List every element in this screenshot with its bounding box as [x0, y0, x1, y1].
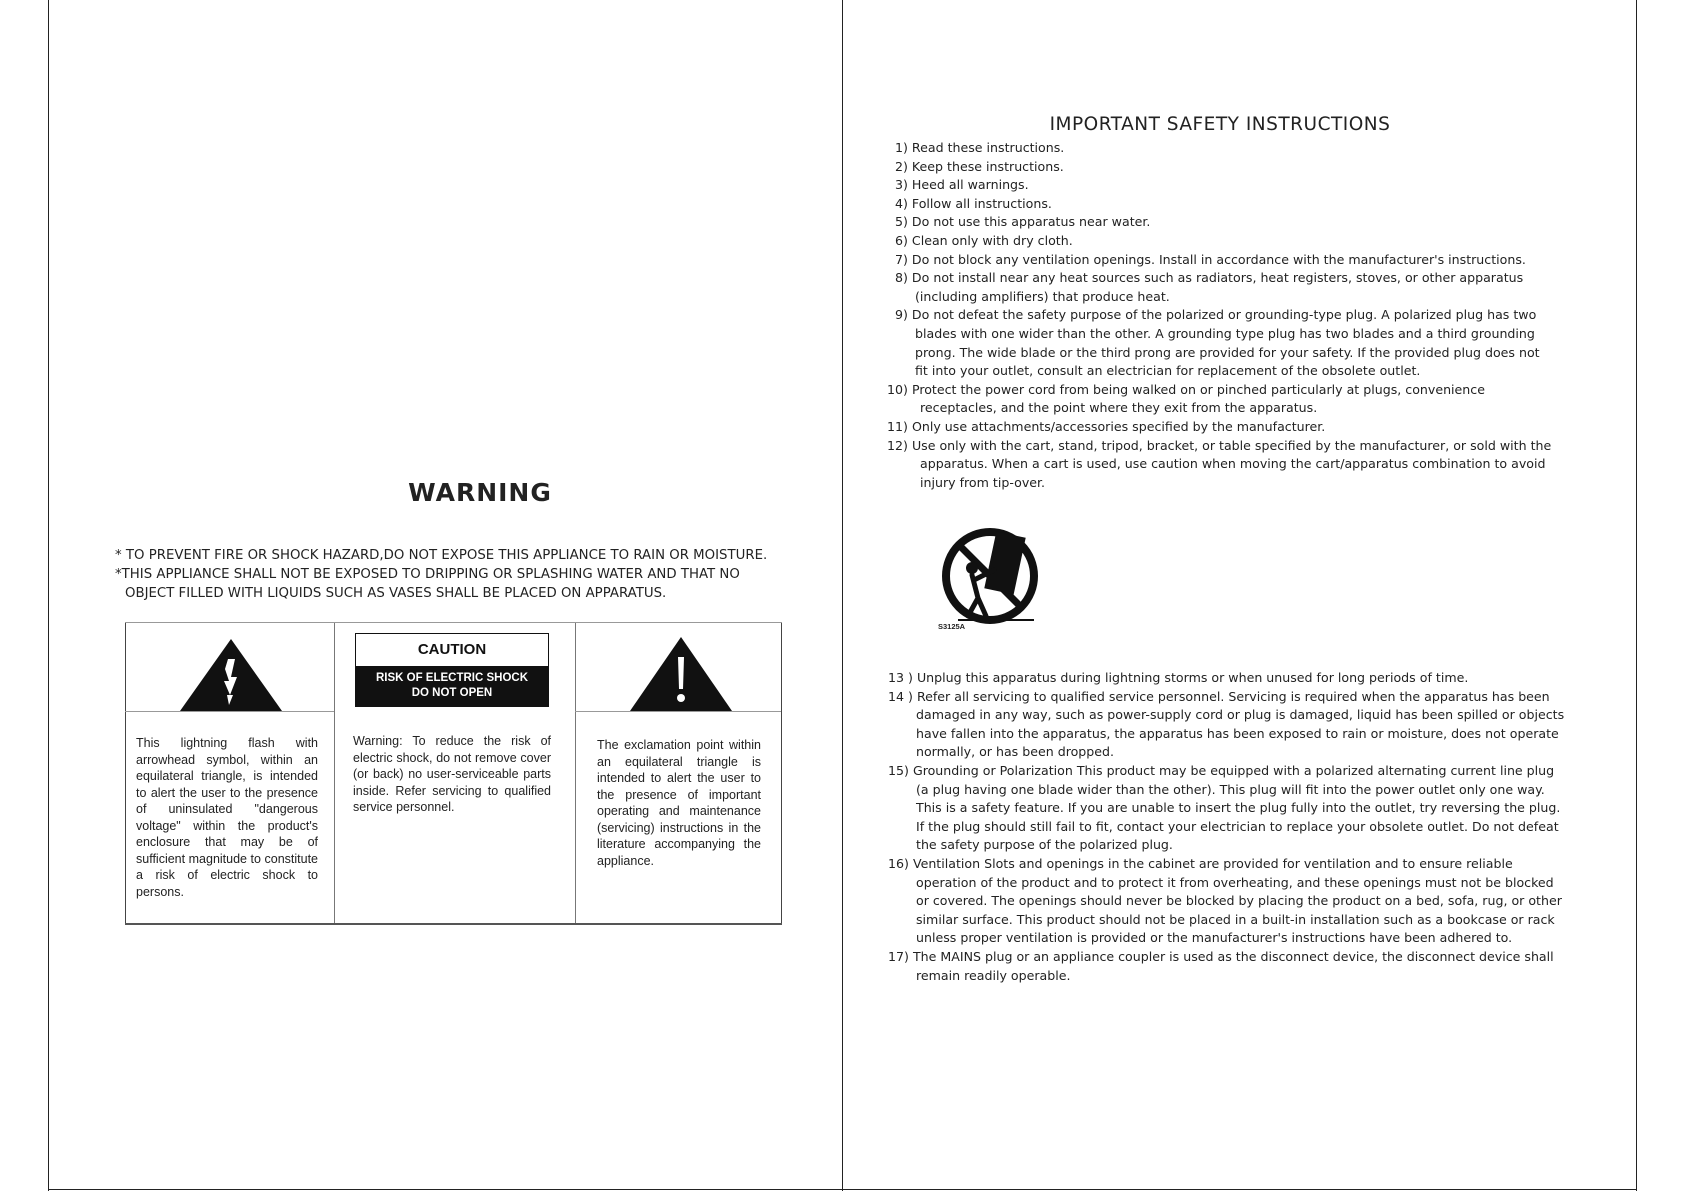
instruction-continuation: blades with one wider than the other. A grounding type plug has two blades and a third grounding	[915, 325, 1535, 341]
lightning-description: This lightning flash with arrowhead symbol, within an equilateral triangle, is intended to alert the user to the presence of uninsulated "dangerous voltage" within the product's enclosure that may be of sufficient magnitude to constitute a risk of electric shock to persons.	[136, 736, 318, 899]
warning-notices	[115, 546, 795, 603]
instruction-continuation: similar surface. This product should not be placed in a built-in installation such as a bookcase or rack	[916, 911, 1555, 927]
warning-notice: *THIS APPLIANCE SHALL NOT BE EXPOSED TO DRIPPING OR SPLASHING WATER AND THAT NO	[115, 567, 740, 582]
bottom-border	[48, 1189, 1636, 1190]
instruction-continuation: operation of the product and to protect it from overheating, and these openings must not be blocked	[916, 874, 1554, 890]
warning-notice: * TO PREVENT FIRE OR SHOCK HAZARD,DO NOT EXPOSE THIS APPLIANCE TO RAIN OR MOISTURE.	[115, 548, 768, 563]
instruction-continuation: fit into your outlet, consult an electrician for replacement of the obsolete outlet.	[915, 363, 1421, 379]
instruction-item: 1) Read these instructions.	[895, 140, 1065, 155]
instruction-item: 17) The MAINS plug or an appliance coupler is used as the disconnect device, the disconnect device shall	[888, 948, 1554, 964]
instruction-continuation: or covered. The openings should never be blocked by placing the product on a bed, sofa, rug, or other	[916, 893, 1562, 909]
instruction-item: 2) Keep these instructions.	[895, 158, 1064, 174]
instruction-continuation: (a plug having one blade wider than the other). This plug will fit into the power outlet only one way.	[916, 781, 1545, 797]
caution-body	[356, 666, 548, 706]
instruction-continuation: (including amplifiers) that produce heat.	[915, 288, 1170, 304]
instruction-item: 13 ) Unplug this apparatus during lightning storms or when unused for long periods of time.	[888, 670, 1469, 685]
instruction-item: 9) Do not defeat the safety purpose of the polarized or grounding-type plug. A polarized plug has two	[895, 307, 1537, 323]
instruction-continuation: This is a safety feature. If you are unable to insert the plug fully into the outlet, try reversing the plug.	[916, 800, 1561, 816]
table-divider	[334, 623, 335, 923]
left-page-border	[48, 0, 49, 1191]
table-divider	[575, 623, 576, 923]
instruction-continuation: normally, or has been dropped.	[916, 744, 1115, 760]
instruction-item: 10) Protect the power cord from being walked on or pinched particularly at plugs, convenience	[887, 381, 1485, 397]
instruction-item: 5) Do not use this apparatus near water.	[895, 214, 1151, 230]
lightning-warning-icon	[178, 637, 284, 713]
instruction-item: 11) Only use attachments/accessories specified by the manufacturer.	[887, 418, 1326, 434]
exclamation-description: The exclamation point within an equilateral triangle is intended to alert the user to the presence of important operating and maintenance (servicing) instructions in the literature accompanying the appliance.	[597, 738, 761, 868]
instruction-item: 8) Do not install near any heat sources such as radiators, heat registers, stoves, or other apparatus	[895, 270, 1524, 286]
instruction-continuation: prong. The wide blade or the third prong are provided for your safety. If the provided plug does not	[915, 344, 1540, 360]
table-divider	[125, 623, 126, 923]
right-page-border	[1636, 0, 1637, 1191]
instruction-continuation: receptacles, and the point where they exit from the apparatus.	[920, 400, 1318, 416]
instruction-item: 14 ) Refer all servicing to qualified service personnel. Servicing is required when the apparatus has been	[888, 688, 1550, 704]
instruction-item: 6) Clean only with dry cloth.	[895, 232, 1073, 248]
center-fold-line	[842, 0, 843, 1191]
instruction-continuation: remain readily operable.	[916, 967, 1071, 983]
caution-heading: CAUTION	[417, 641, 487, 658]
cart-symbol-code: S3125A	[938, 622, 966, 631]
instructions-list-a	[887, 139, 1595, 492]
instruction-item: 16) Ventilation Slots and openings in the cabinet are provided for ventilation and to ensure reliable	[888, 855, 1513, 871]
caution-line: DO NOT OPEN	[411, 687, 493, 699]
instruction-continuation: unless proper ventilation is provided or the manufacturer's instructions have been adhered to.	[916, 930, 1513, 946]
instruction-item: 15) Grounding or Polarization This product may be equipped with a polarized alternating current line plug	[888, 762, 1555, 778]
instruction-item: 7) Do not block any ventilation openings. Install in accordance with the manufacturer's instructions.	[895, 251, 1526, 267]
cart-tipover-icon	[938, 528, 1048, 628]
warning-notice: OBJECT FILLED WITH LIQUIDS SUCH AS VASES SHALL BE PLACED ON APPARATUS.	[125, 586, 667, 601]
instruction-continuation: injury from tip-over.	[920, 474, 1046, 490]
instruction-continuation: If the plug should still fail to fit, contact your electrician to replace your obsolete outlet. Do not defeat	[916, 818, 1559, 834]
caution-line: RISK OF ELECTRIC SHOCK	[375, 672, 529, 684]
caution-label	[355, 633, 549, 707]
symbol-table	[125, 622, 782, 925]
instruction-continuation: have fallen into the apparatus, the apparatus has been exposed to rain or moisture, does not operate	[916, 725, 1559, 741]
instruction-item: 4) Follow all instructions.	[895, 195, 1052, 211]
safety-instructions-title: IMPORTANT SAFETY INSTRUCTIONS	[1049, 114, 1391, 135]
instruction-continuation: damaged in any way, such as power-supply cord or plug is damaged, liquid has been spilled or objects	[916, 707, 1565, 723]
cover-warning-description: Warning: To reduce the risk of electric shock, do not remove cover (or back) no user-serviceable parts inside. Refer servicing to qualified service personnel.	[353, 734, 551, 814]
instruction-item: 12) Use only with the cart, stand, tripod, bracket, or table specified by the manufacturer, or sold with the	[887, 437, 1552, 453]
table-divider	[781, 623, 782, 923]
warning-title: WARNING	[408, 478, 552, 507]
instructions-list-b	[888, 669, 1588, 985]
instruction-item: 3) Heed all warnings.	[895, 177, 1029, 193]
instruction-continuation: the safety purpose of the polarized plug.	[916, 837, 1173, 853]
instruction-continuation: apparatus. When a cart is used, use caution when moving the cart/apparatus combination to avoid	[920, 456, 1546, 472]
exclamation-warning-icon	[628, 635, 734, 713]
